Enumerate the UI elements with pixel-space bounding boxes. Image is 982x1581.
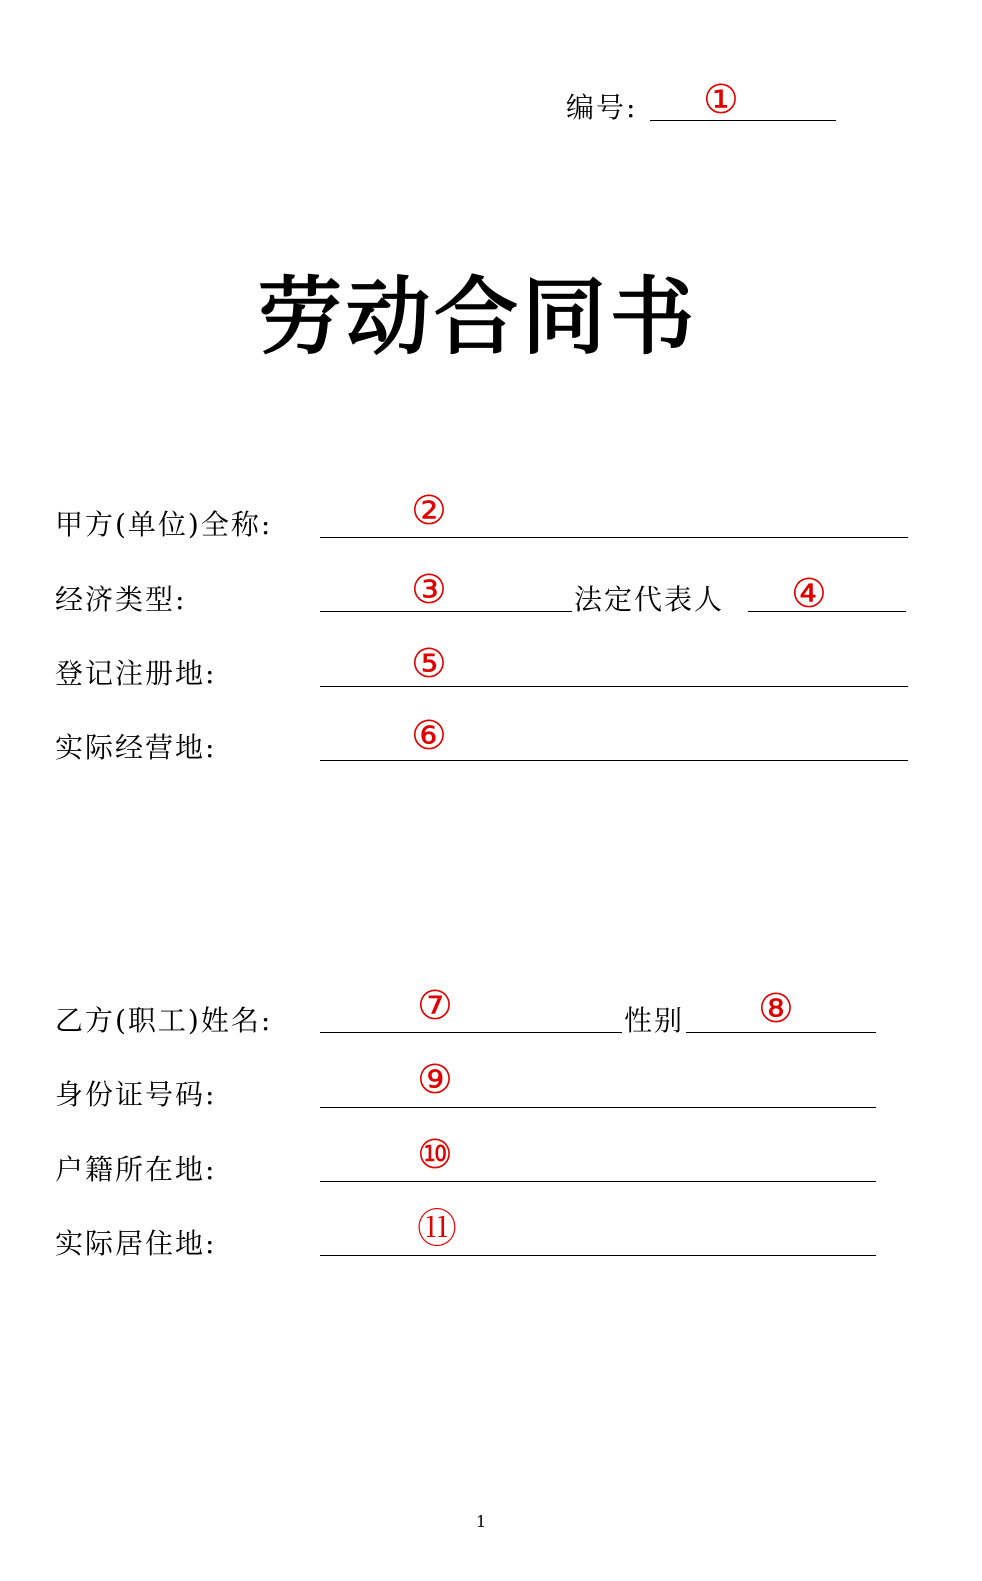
marker-2: ② [411,488,447,534]
marker-1: ① [703,77,739,123]
marker-5: ⑤ [411,641,447,687]
party-b-name-field[interactable] [320,1032,622,1033]
document-title: 劳动合同书 [258,268,699,366]
party-a-name-field[interactable] [320,537,908,538]
marker-9: ⑨ [417,1057,453,1103]
marker-11: ⑪ [417,1206,457,1252]
id-number-field[interactable] [320,1107,876,1108]
party-a-name-label: 甲方(单位)全称: [55,508,273,541]
marker-8: ⑧ [758,986,794,1032]
actual-place-field[interactable] [320,760,908,761]
page-number: 1 [476,1512,487,1531]
econ-type-label: 经济类型: [55,583,187,616]
serial-label: 编号: [566,91,638,124]
gender-field[interactable] [686,1032,876,1033]
hukou-label: 户籍所在地: [55,1153,217,1186]
residence-field[interactable] [320,1255,876,1256]
id-number-label: 身份证号码: [55,1078,217,1111]
reg-place-field[interactable] [320,686,908,687]
reg-place-label: 登记注册地: [55,657,217,690]
legal-rep-label: 法定代表人 [574,583,725,616]
serial-field[interactable] [650,120,836,121]
legal-rep-field[interactable] [748,611,906,612]
residence-label: 实际居住地: [55,1227,217,1260]
marker-7: ⑦ [417,983,453,1029]
hukou-field[interactable] [320,1181,876,1182]
marker-4: ④ [791,571,827,617]
marker-3: ③ [411,567,447,613]
marker-10: ⑩ [417,1132,453,1178]
actual-place-label: 实际经营地: [55,731,217,764]
marker-6: ⑥ [411,713,447,759]
gender-label: 性别 [624,1004,685,1037]
party-b-name-label: 乙方(职工)姓名: [55,1004,273,1037]
